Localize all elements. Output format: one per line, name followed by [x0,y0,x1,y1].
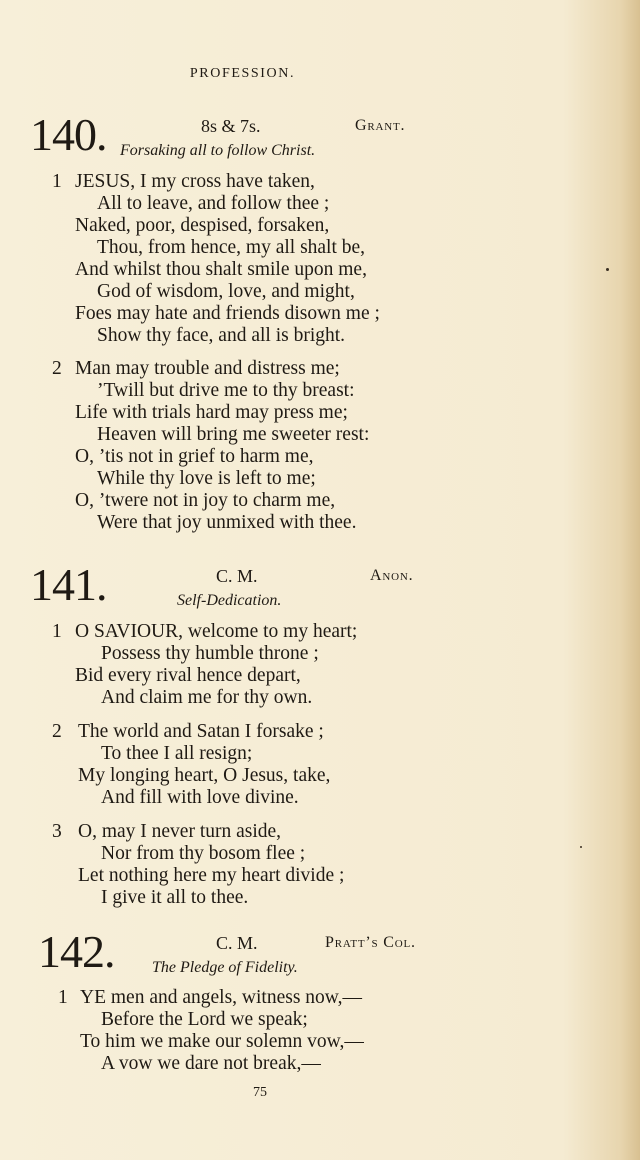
hymn-meter: C. M. [216,566,258,586]
verse-number: 3 [52,821,62,842]
hymn-number: 142. [38,926,115,977]
verse-line: To thee I all resign; [101,743,253,764]
hymn-number: 141. [30,559,107,610]
verse-line: To him we make our solemn vow,— [80,1031,364,1052]
hymn-subtitle: The Pledge of Fidelity. [152,959,298,976]
paper-speck [606,268,609,271]
hymn-tune: Pratt’s Col. [325,934,416,951]
verse-line: And claim me for thy own. [101,687,313,708]
hymn-meter: C. M. [216,933,258,953]
verse-line: Were that joy unmixed with thee. [97,512,357,533]
verse-number: 1 [52,621,62,642]
hymn-meter: 8s & 7s. [201,116,261,136]
verse-line: O SAVIOUR, welcome to my heart; [75,621,358,642]
verse-line: O, may I never turn aside, [78,821,282,842]
verse-line: Show thy face, and all is bright. [97,325,346,346]
verse-line: Thou, from hence, my all shalt be, [97,237,366,258]
verse-line: Man may trouble and distress me; [75,358,340,379]
verse-line: Life with trials hard may press me; [75,402,348,423]
verse-line: A vow we dare not break,— [101,1053,321,1074]
verse-line: While thy love is left to me; [97,468,316,489]
verse-line: Foes may hate and friends disown me ; [75,303,380,324]
verse-line: And fill with love divine. [101,787,299,808]
verse-line: Naked, poor, despised, forsaken, [75,215,330,236]
hymn-subtitle: Self-Dedication. [177,592,282,609]
hymn-tune: Grant. [355,117,406,134]
hymn-number: 140. [30,109,107,160]
verse-number: 1 [58,987,68,1008]
verse-line: JESUS, I my cross have taken, [75,171,315,192]
verse-line: God of wisdom, love, and might, [97,281,355,302]
hymn-tune: Anon. [370,567,414,584]
verse-line: O, ’tis not in grief to harm me, [75,446,314,467]
page-header: PROFESSION. [189,66,296,81]
page-number: 75 [253,1085,267,1100]
verse-line: All to leave, and follow thee ; [97,193,330,214]
verse-line: Nor from thy bosom flee ; [101,843,306,864]
paper-speck [580,846,582,848]
verse-line: The world and Satan I forsake ; [78,721,324,742]
verse-line: And whilst thou shalt smile upon me, [75,259,367,280]
verse-line: ’Twill but drive me to thy breast: [97,380,355,401]
verse-line: O, ’twere not in joy to charm me, [75,490,336,511]
verse-line: Heaven will bring me sweeter rest: [97,424,370,445]
verse-line: Before the Lord we speak; [101,1009,308,1030]
verse-line: My longing heart, O Jesus, take, [78,765,331,786]
verse-number: 2 [52,358,62,379]
verse-line: Possess thy humble throne ; [101,643,319,664]
verse-number: 2 [52,721,62,742]
verse-line: YE men and angels, witness now,— [80,987,362,1008]
hymn-subtitle: Forsaking all to follow Christ. [120,142,316,159]
verse-line: Bid every rival hence depart, [75,665,301,686]
verse-line: I give it all to thee. [101,887,249,908]
verse-line: Let nothing here my heart divide ; [78,865,345,886]
verse-number: 1 [52,171,62,192]
